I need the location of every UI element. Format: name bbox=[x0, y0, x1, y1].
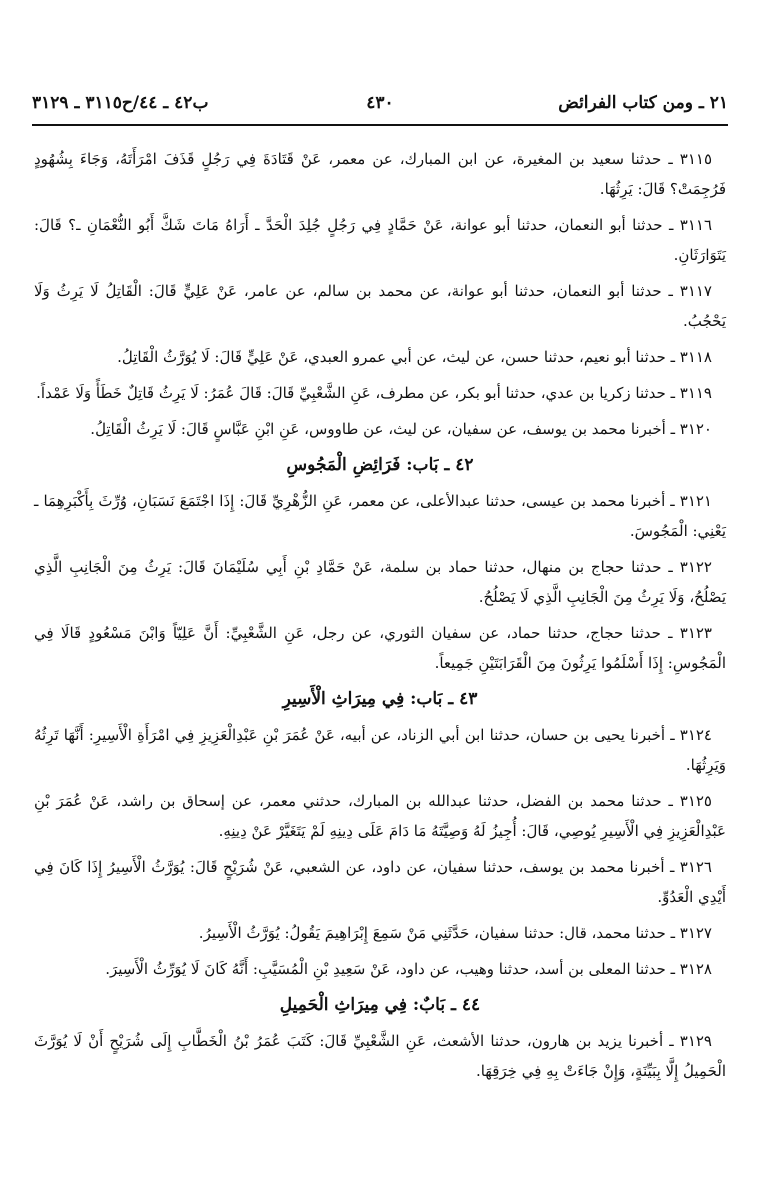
hadith-paragraph: ٣١١٦ ـ حدثنا أبو النعمان، حدثنا أبو عوانة، عَنْ حَمَّادٍ فِي رَجُلٍ جُلِدَ الْحَدَّ ـ أَرَاهُ مَاتَ شَكَّ أَبُو النُّعْمَانِ ـ؟ قَالَ: يَتَوَارَثَانِ. bbox=[34, 216, 726, 264]
hadith-paragraph: ٣١٢٦ ـ أخبرنا محمد بن يوسف، حدثنا سفيان، عن داود، عن الشعبي، عَنْ شُرَيْحٍ قَالَ: يُوَرَّثُ الْأَسِيرُ إِذَا كَانَ فِي أَيْدِي الْعَدُوِّ. bbox=[34, 858, 726, 906]
hadith-range-reference: ب٤٢ ـ ٤٤/ح٣١١٥ ـ ٣١٢٩ bbox=[32, 93, 209, 113]
hadith-paragraph: ٣١٢٤ ـ أخبرنا يحيى بن حسان، حدثنا ابن أبي الزناد، عن أبيه، عَنْ عُمَرَ بْنِ عَبْدِالْعَزِيزِ فِي امْرَأَةِ الْأَسِيرِ: أَنَّهَا تَرِثُهُ وَيَرِثُهَا. bbox=[34, 726, 726, 774]
hadith-paragraph: ٣١٢٩ ـ أخبرنا يزيد بن هارون، حدثنا الأشعث، عَنِ الشَّعْبِيِّ قَالَ: كَتَبَ عُمَرُ بْنُ الْخَطَّابِ إِلَى شُرَيْحٍ أَنْ لَا يُوَرَّثَ الْحَمِيلُ إِلَّا بِبَيِّنَةٍ، وَإِنْ جَاءَتْ بِهِ فِي خِرَقِهَا. bbox=[34, 1032, 726, 1080]
page-number: ٤٣٠ bbox=[366, 93, 394, 113]
hadith-paragraph: ٣١٢٧ ـ حدثنا محمد، قال: حدثنا سفيان، حَدَّثَنِي مَنْ سَمِعَ إِبْرَاهِيمَ يَقُولُ: يُوَرَّثُ الْأَسِيرُ. bbox=[198, 924, 712, 942]
page-body bbox=[34, 144, 726, 1092]
chapter-heading: ٤٤ ـ بَابٌ: فِي مِيرَاثِ الْحَمِيلِ bbox=[279, 995, 481, 1015]
hadith-paragraph: ٣١١٩ ـ حدثنا زكريا بن عدي، حدثنا أبو بكر، عن مطرف، عَنِ الشَّعْبِيِّ قَالَ: قَالَ عُمَرُ: لَا يَرِثُ قَاتِلٌ خَطَأً وَلَا عَمْداً. bbox=[36, 384, 712, 402]
header-rule bbox=[32, 124, 728, 126]
hadith-paragraph: ٣١٢١ ـ أخبرنا محمد بن عيسى، حدثنا عبدالأعلى، عن معمر، عَنِ الزُّهْرِيِّ قَالَ: إِذَا اجْتَمَعَ نَسَبَانِ، وُرِّثَ بِأَكْبَرِهِمَا ـ يَعْنِي: الْمَجُوسَ. bbox=[34, 492, 726, 540]
chapter-heading: ٤٢ ـ بَاب: فَرَائِضِ الْمَجُوسِ bbox=[286, 455, 474, 475]
hadith-paragraph: ٣١١٨ ـ حدثنا أبو نعيم، حدثنا حسن، عن ليث، عن أبي عمرو العبدي، عَنْ عَلِيٍّ قَالَ: لَا يُوَرَّثُ الْقَاتِلُ. bbox=[117, 348, 712, 366]
hadith-paragraph: ٣١٢٢ ـ حدثنا حجاج بن منهال، حدثنا حماد بن سلمة، عَنْ حَمَّادِ بْنِ أَبِي سُلَيْمَانَ قَالَ: يَرِثُ مِنَ الْجَانِبِ الَّذِي يَصْلُحُ، وَلَا يَرِثُ مِنَ الْجَانِبِ الَّذِي لَا يَصْلُحُ. bbox=[34, 558, 726, 606]
hadith-paragraph: ٣١١٧ ـ حدثنا أبو النعمان، حدثنا أبو عوانة، عن محمد بن سالم، عن عامر، عَنْ عَلِيٍّ قَالَ: الْقَاتِلُ لَا يَرِثُ وَلَا يَحْجُبُ. bbox=[34, 282, 726, 330]
hadith-paragraph: ٣١٢٨ ـ حدثنا المعلى بن أسد، حدثنا وهيب، عن داود، عَنْ سَعِيدِ بْنِ الْمُسَيَّبِ: أَنَّهُ كَانَ لَا يُوَرِّثُ الْأَسِيرَ. bbox=[105, 960, 712, 978]
hadith-paragraph: ٣١١٥ ـ حدثنا سعيد بن المغيرة، عن ابن المبارك، عن معمر، عَنْ قَتَادَةَ فِي رَجُلٍ قَذَفَ امْرَأَتَهُ، وَجَاءَ بِشُهُودٍ فَرُجِمَتْ؟ قَالَ: يَرِثُهَا. bbox=[34, 150, 726, 198]
hadith-paragraph: ٣١٢٠ ـ أخبرنا محمد بن يوسف، عن سفيان، عن ليث، عن طاووس، عَنِ ابْنِ عَبَّاسٍ قَالَ: لَا يَرِثُ الْقَاتِلُ. bbox=[90, 420, 712, 438]
hadith-paragraph: ٣١٢٣ ـ حدثنا حجاج، حدثنا حماد، عن سفيان الثوري، عن رجل، عَنِ الشَّعْبِيِّ: أَنَّ عَلِيّاً وَابْنَ مَسْعُودٍ قَالَا فِي الْمَجُوسِ: إِذَا أَسْلَمُوا يَرِثُونَ مِنَ الْقَرَابَتَيْنِ جَمِيعاً. bbox=[34, 624, 726, 672]
hadith-paragraph: ٣١٢٥ ـ حدثنا محمد بن الفضل، حدثنا عبدالله بن المبارك، حدثني معمر، عن إسحاق بن راشد، عَنْ عُمَرَ بْنِ عَبْدِالْعَزِيزِ فِي الْأَسِيرِ يُوصِي، قَالَ: أُجِيزُ لَهُ وَصِيَّتَهُ مَا دَامَ عَلَى دِينِهِ لَمْ يَتَغَيَّرْ عَنْ دِينِهِ. bbox=[34, 792, 726, 840]
section-title: ٢١ ـ ومن كتاب الفرائض bbox=[558, 93, 728, 113]
chapter-heading: ٤٣ ـ بَاب: فِي مِيرَاثِ الْأَسِيرِ bbox=[282, 689, 478, 709]
running-header bbox=[32, 93, 728, 123]
